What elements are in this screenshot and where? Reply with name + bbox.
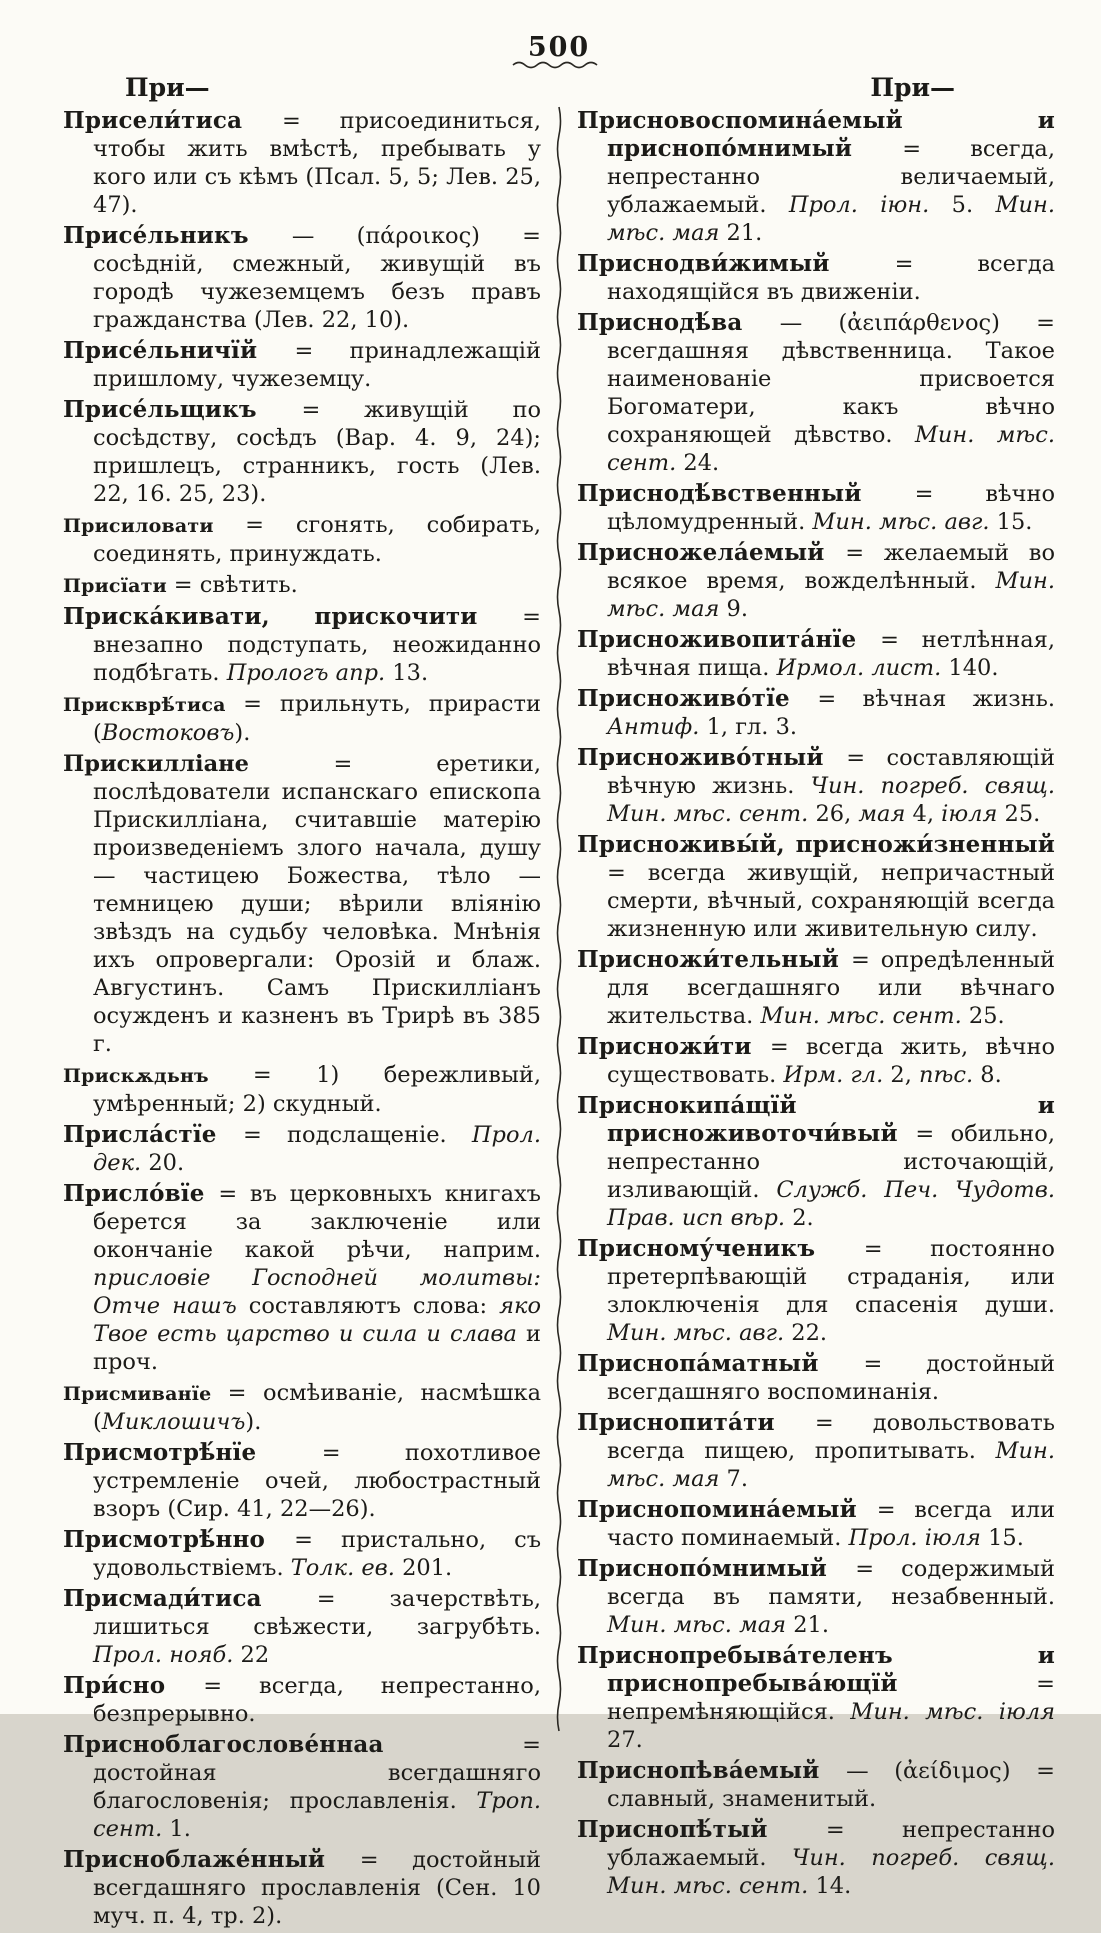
entry-body-text: 25. xyxy=(997,801,1041,827)
dictionary-entry xyxy=(63,1846,541,1930)
dictionary-entry xyxy=(577,1033,1055,1089)
entry-headword: Присїати xyxy=(63,575,174,597)
entry-body-text: — (ἀείδιμος) = славный, знаменитый. xyxy=(607,1758,1055,1812)
entry-body-text: = опредѣленный для всегдашняго или вѣчнаго жительства. xyxy=(607,947,1055,1029)
entry-body-text: Прол. іюн. xyxy=(788,192,930,218)
entry-headword: Присному́ченикъ xyxy=(577,1235,864,1262)
entry-body-text: — (ἀειπάρθενος) = всегдашняя дѣвственница. Такое наименованіе присвоется Богоматери, какъ вѣчно сохраняющей дѣвство. xyxy=(607,310,1055,448)
entry-headword: Присиловати xyxy=(63,515,246,537)
entry-body-text: Прол. іюля xyxy=(848,1525,981,1551)
entry-headword: Присе́льникъ xyxy=(63,222,292,249)
entry-body-text: 24. xyxy=(676,450,720,476)
entry-body-text: Миклошичъ xyxy=(101,1409,246,1435)
entry-body-text: составляютъ слова: xyxy=(236,1293,500,1319)
entry-body-text: Прол. дек. xyxy=(93,1122,541,1176)
entry-body-text: Мин. мѣс. авг. xyxy=(607,1320,785,1346)
entry-body-text: = еретики, послѣдователи испанскаго епископа Прискилліана, считавшіе матерію произведеніемъ злого начала, душу — частицею Божества, тѣло — темницею души; вѣрили вліянію звѣздъ на судьбу человѣка. Мнѣнія ихъ опровергали: Орозій и блаж. Августинъ. Самъ Прискилліанъ осужденъ и казненъ въ Трирѣ въ 385 г. xyxy=(93,751,541,1057)
dictionary-entry xyxy=(577,107,1055,247)
dictionary-entry xyxy=(63,1672,541,1728)
dictionary-entry xyxy=(577,309,1055,477)
dictionary-entry xyxy=(577,1496,1055,1552)
entry-headword: Прискврѣ́тиса xyxy=(63,694,244,716)
entry-headword: Приснопѣва́емый xyxy=(577,1757,847,1784)
left-column xyxy=(63,107,541,1933)
entry-headword: Присмотрѣ́нїе xyxy=(63,1439,322,1466)
entry-body-text: = свѣтить. xyxy=(173,572,298,598)
entry-body-text: яко Твое есть царство и сила и слава xyxy=(93,1293,541,1347)
dictionary-entry xyxy=(63,1439,541,1523)
entry-body-text: = 1) бережливый, умѣренный; 2) скудный. xyxy=(93,1062,541,1117)
entry-body-text: Мин. мѣс. мая xyxy=(607,1612,787,1638)
entry-headword: Приснопребыва́теленъ и приснопребыва́ющїй xyxy=(577,1642,1055,1697)
entry-body-text: Троп. сент. xyxy=(93,1788,541,1842)
entry-body-text: = принадлежащій пришлому, чужеземцу. xyxy=(93,338,541,392)
entry-body-text: = достойный всегдашняго воспоминанія. xyxy=(607,1351,1055,1405)
entry-body-text: = пристально, съ удовольствіемъ. xyxy=(93,1527,542,1581)
entry-body-text: Чин. погреб. свящ. Мин. мѣс. сент. xyxy=(607,1845,1055,1899)
dictionary-entry xyxy=(577,1409,1055,1493)
entry-headword: Присмиванїе xyxy=(63,1383,228,1405)
entry-body-text: 140. xyxy=(941,655,999,681)
entry-body-text: 25. xyxy=(961,1003,1005,1029)
dictionary-entry xyxy=(63,511,541,568)
entry-headword: Присноблагослове́ннаа xyxy=(63,1731,523,1758)
entry-body-text: = достойная всегдашняго благословенія; прославленія. xyxy=(93,1732,541,1814)
entry-headword: Присноживопита́нїе xyxy=(577,626,881,653)
page-number: 500 xyxy=(527,32,591,63)
entry-headword: Приснодви́жимый xyxy=(577,250,895,277)
entry-body-text: 13. xyxy=(385,660,429,686)
entry-body-text: мая xyxy=(858,801,906,827)
entry-body-text: = въ церковныхъ книгахъ берется за заключеніе или окончаніе какой рѣчи, наприм. xyxy=(93,1181,541,1263)
dictionary-entry xyxy=(577,1092,1055,1232)
entry-body-text: 2. xyxy=(785,1205,814,1231)
entry-headword: Присла́стїе xyxy=(63,1121,243,1148)
entry-headword: Прискилліане xyxy=(63,751,334,777)
entry-body-text: = всегда находящійся въ движеніи. xyxy=(607,251,1055,305)
entry-body-text: Мин. мѣс. мая xyxy=(607,192,1055,246)
entry-body-text: = вѣчная жизнь. xyxy=(817,686,1055,712)
entry-headword: Присножи́ти xyxy=(577,1033,770,1060)
entry-body-text: 2, xyxy=(883,1062,920,1088)
running-head-left: При— xyxy=(125,73,210,102)
entry-body-text: Служб. Печ. Чудотв. Прав. исп вѣр. xyxy=(607,1177,1055,1231)
entry-headword: Присло́вїе xyxy=(63,1180,219,1207)
entry-body-text: 15. xyxy=(989,509,1033,535)
entry-body-text: = непремѣняющійся. xyxy=(607,1671,1055,1725)
entry-body-text: = зачерствѣть, лишиться свѣжести, загрубѣть. xyxy=(93,1586,541,1640)
entry-body-text: = содержимый всегда въ памяти, незабвенный. xyxy=(607,1556,1055,1610)
dictionary-entry xyxy=(63,571,541,600)
dictionary-entry xyxy=(63,1731,541,1843)
entry-body-text: = сгонять, собирать, соединять, принуждать. xyxy=(93,512,541,567)
dictionary-entry xyxy=(577,626,1055,682)
right-column xyxy=(577,107,1055,1933)
entry-headword: Приснопа́матный xyxy=(577,1350,864,1377)
dictionary-entry xyxy=(577,480,1055,536)
entry-body-text: = прильнуть, прирасти ( xyxy=(93,691,541,746)
dictionary-entry xyxy=(577,685,1055,741)
entry-body-text: = постоянно претерпѣвающій страданія, или злоключенія для спасенія души. xyxy=(607,1236,1055,1318)
entry-body-text: 1, гл. 3. xyxy=(699,714,798,740)
dictionary-entry xyxy=(577,250,1055,306)
entry-body-text: = обильно, непрестанно источающій, изливающій. xyxy=(607,1121,1055,1203)
entry-body-text: Мин. мѣс. іюля xyxy=(850,1699,1055,1725)
entry-body-text: Ирмол. лист. xyxy=(776,655,942,681)
entry-body-text: 22 xyxy=(233,1642,270,1668)
entry-headword: Приснодѣ́вственный xyxy=(577,480,915,507)
column-gap xyxy=(541,107,577,1933)
entry-headword: Присноживо́тный xyxy=(577,744,847,771)
dictionary-entry xyxy=(63,107,541,219)
entry-body-text: Толк. ев. xyxy=(290,1555,395,1581)
entry-headword: Приска́кивати, прискочити xyxy=(63,603,523,630)
entry-headword: Присновоспомина́емый и приснопо́мнимый xyxy=(577,107,1055,162)
entry-headword: Приснопита́ти xyxy=(577,1409,815,1436)
entry-body-text: ). xyxy=(245,1409,262,1435)
entry-body-text: 5. xyxy=(929,192,996,218)
entry-body-text: 14. xyxy=(808,1873,852,1899)
entry-body-text: 7. xyxy=(719,1466,749,1492)
entry-body-text: = всегда, непрестанно, безпрерывно. xyxy=(93,1673,541,1727)
entry-headword: Приснопо́мнимый xyxy=(577,1555,856,1582)
entry-headword: Присноживо́тїе xyxy=(577,685,818,712)
entry-body-text: = вѣчно цѣломудренный. xyxy=(607,481,1055,535)
entry-body-text: Чин. погреб. свящ. Мин. мѣс. сент. xyxy=(607,773,1055,827)
entry-body-text: = всегда или часто поминаемый. xyxy=(607,1497,1055,1551)
entry-body-text: Мин. мѣс. мая xyxy=(607,1438,1055,1492)
entry-body-text: 4, xyxy=(905,801,942,827)
entry-body-text: = нетлѣнная, вѣчная пища. xyxy=(607,627,1055,681)
dictionary-entry xyxy=(577,744,1055,828)
entry-body-text: Прологъ апр. xyxy=(226,660,386,686)
entry-body-text: и проч. xyxy=(93,1321,541,1375)
entry-body-text: = довольствовать всегда пищею, пропитывать. xyxy=(607,1410,1055,1464)
entry-headword: Приснопомина́емый xyxy=(577,1496,877,1523)
entry-headword: При́сно xyxy=(63,1672,204,1699)
entry-body-text: 26, xyxy=(808,801,859,827)
entry-body-text: Ирм. гл. xyxy=(783,1062,884,1088)
dictionary-entry xyxy=(577,1350,1055,1406)
entry-headword: Присели́тиса xyxy=(63,107,283,134)
dictionary-entry xyxy=(63,603,541,687)
entry-body-text: 201. xyxy=(394,1555,453,1581)
dictionary-entry xyxy=(63,1121,541,1177)
entry-body-text: = всегда, непрестанно величаемый, ублажаемый. xyxy=(607,136,1055,218)
entry-body-text: 1. xyxy=(162,1816,191,1842)
dictionary-entry xyxy=(63,750,541,1058)
entry-body-text: 22. xyxy=(784,1320,828,1346)
entry-headword: Приснодѣ́ва xyxy=(577,309,780,336)
entry-body-text: = всегда живущій, непричастный смерти, вѣчный, сохраняющій всегда жизненную или живительную силу. xyxy=(607,860,1055,942)
entry-body-text: 21. xyxy=(719,220,763,246)
dictionary-entry xyxy=(63,396,541,508)
dictionary-entry xyxy=(577,1555,1055,1639)
entry-body-text: 8. xyxy=(973,1062,1002,1088)
entry-headword: Присе́льничїй xyxy=(63,337,295,364)
entry-headword: Присноживы́й, присножи́зненный xyxy=(577,831,1055,858)
entry-headword: Присе́льщикъ xyxy=(63,396,302,423)
entry-body-text: ). xyxy=(234,720,251,746)
entry-body-text: = внезапно подступать, неожиданно подбѣгать. xyxy=(93,604,541,686)
running-head-right: При— xyxy=(870,73,955,102)
dictionary-entry xyxy=(63,1585,541,1669)
entry-body-text: 20. xyxy=(141,1150,185,1176)
entry-body-text: = составляющій вѣчную жизнь. xyxy=(607,745,1055,799)
dictionary-entry xyxy=(63,690,541,747)
dictionary-entry xyxy=(577,946,1055,1030)
entry-body-text: 9. xyxy=(719,596,749,622)
dictionary-entry xyxy=(577,831,1055,943)
entry-body-text: = присоединиться, чтобы жить вмѣстѣ, пребывать у кого или съ кѣмъ (Псал. 5, 5; Лев. 25, 47). xyxy=(93,108,541,218)
entry-headword: Присножела́емый xyxy=(577,539,846,566)
text-columns xyxy=(63,107,1055,1933)
entry-body-text: Антиф. xyxy=(607,714,700,740)
entry-body-text: Мин. мѣс. сент. xyxy=(760,1003,962,1029)
entry-body-text: = живущій по сосѣдству, сосѣдъ (Вар. 4. 9, 24); пришлецъ, странникъ, гость (Лев. 22, 16. 25, 23). xyxy=(93,397,541,507)
entry-body-text: Мин. мѣс. сент. xyxy=(607,422,1055,476)
dictionary-entry xyxy=(63,337,541,393)
dictionary-entry xyxy=(63,222,541,334)
dictionary-entry xyxy=(577,1235,1055,1347)
dictionary-entry xyxy=(577,1816,1055,1900)
column-separator-wavy-line xyxy=(555,107,564,1687)
dictionary-entry xyxy=(63,1061,541,1118)
entry-body-text: 27. xyxy=(607,1727,643,1753)
entry-headword: Прискѫдьнъ xyxy=(63,1065,253,1087)
entry-headword: Присножи́тельный xyxy=(577,946,851,973)
entry-headword: Приснопѣ́тый xyxy=(577,1816,826,1843)
entry-body-text: — (πάροικος) = сосѣдній, смежный, живущій въ городѣ чужеземцемъ безъ правъ гражданства (Лев. 22, 10). xyxy=(93,223,541,333)
entry-body-text: = подслащеніе. xyxy=(242,1122,472,1148)
page-header xyxy=(63,32,1055,69)
dictionary-entry xyxy=(63,1180,541,1376)
entry-body-text: 21. xyxy=(786,1612,829,1638)
entry-body-text: Прол. нояб. xyxy=(93,1642,234,1668)
entry-body-text: 15. xyxy=(980,1525,1024,1551)
dictionary-entry xyxy=(577,539,1055,623)
entry-body-text: Востоковъ xyxy=(101,720,235,746)
entry-body-text: = осмѣиваніе, насмѣшка ( xyxy=(93,1380,541,1435)
dictionary-entry xyxy=(577,1642,1055,1754)
entry-headword: Присноблаже́нный xyxy=(63,1846,360,1873)
entry-headword: Присмотрѣ́нно xyxy=(63,1526,295,1553)
entry-body-text: пѣс. xyxy=(919,1062,974,1088)
entry-body-text: = достойный всегдашняго прославленія (Сен. 10 муч. п. 4, тр. 2). xyxy=(93,1847,541,1929)
entry-body-text: = всегда жить, вѣчно существовать. xyxy=(607,1034,1055,1088)
entry-headword: Присмади́тиса xyxy=(63,1585,317,1612)
entry-body-text: = желаемый во всякое время, вожделѣнный. xyxy=(607,540,1055,594)
entry-body-text: Мин. мѣс. мая xyxy=(607,568,1055,622)
entry-body-text: = непрестанно ублажаемый. xyxy=(607,1817,1055,1871)
entry-headword: Приснокипа́щїй и присноживоточи́вый xyxy=(577,1092,1055,1147)
entry-body-text: присловіе Господней молитвы: Отче нашъ xyxy=(93,1265,541,1319)
running-heads-row xyxy=(63,73,1055,102)
dictionary-entry xyxy=(63,1379,541,1436)
entry-body-text: Мин. мѣс. авг. xyxy=(812,509,990,535)
entry-body-text: = похотливое устремленіе очей, любострастный взоръ (Сир. 41, 22—26). xyxy=(93,1440,541,1522)
entry-body-text: іюля xyxy=(941,801,998,827)
dictionary-entry xyxy=(577,1757,1055,1813)
dictionary-entry xyxy=(63,1526,541,1582)
